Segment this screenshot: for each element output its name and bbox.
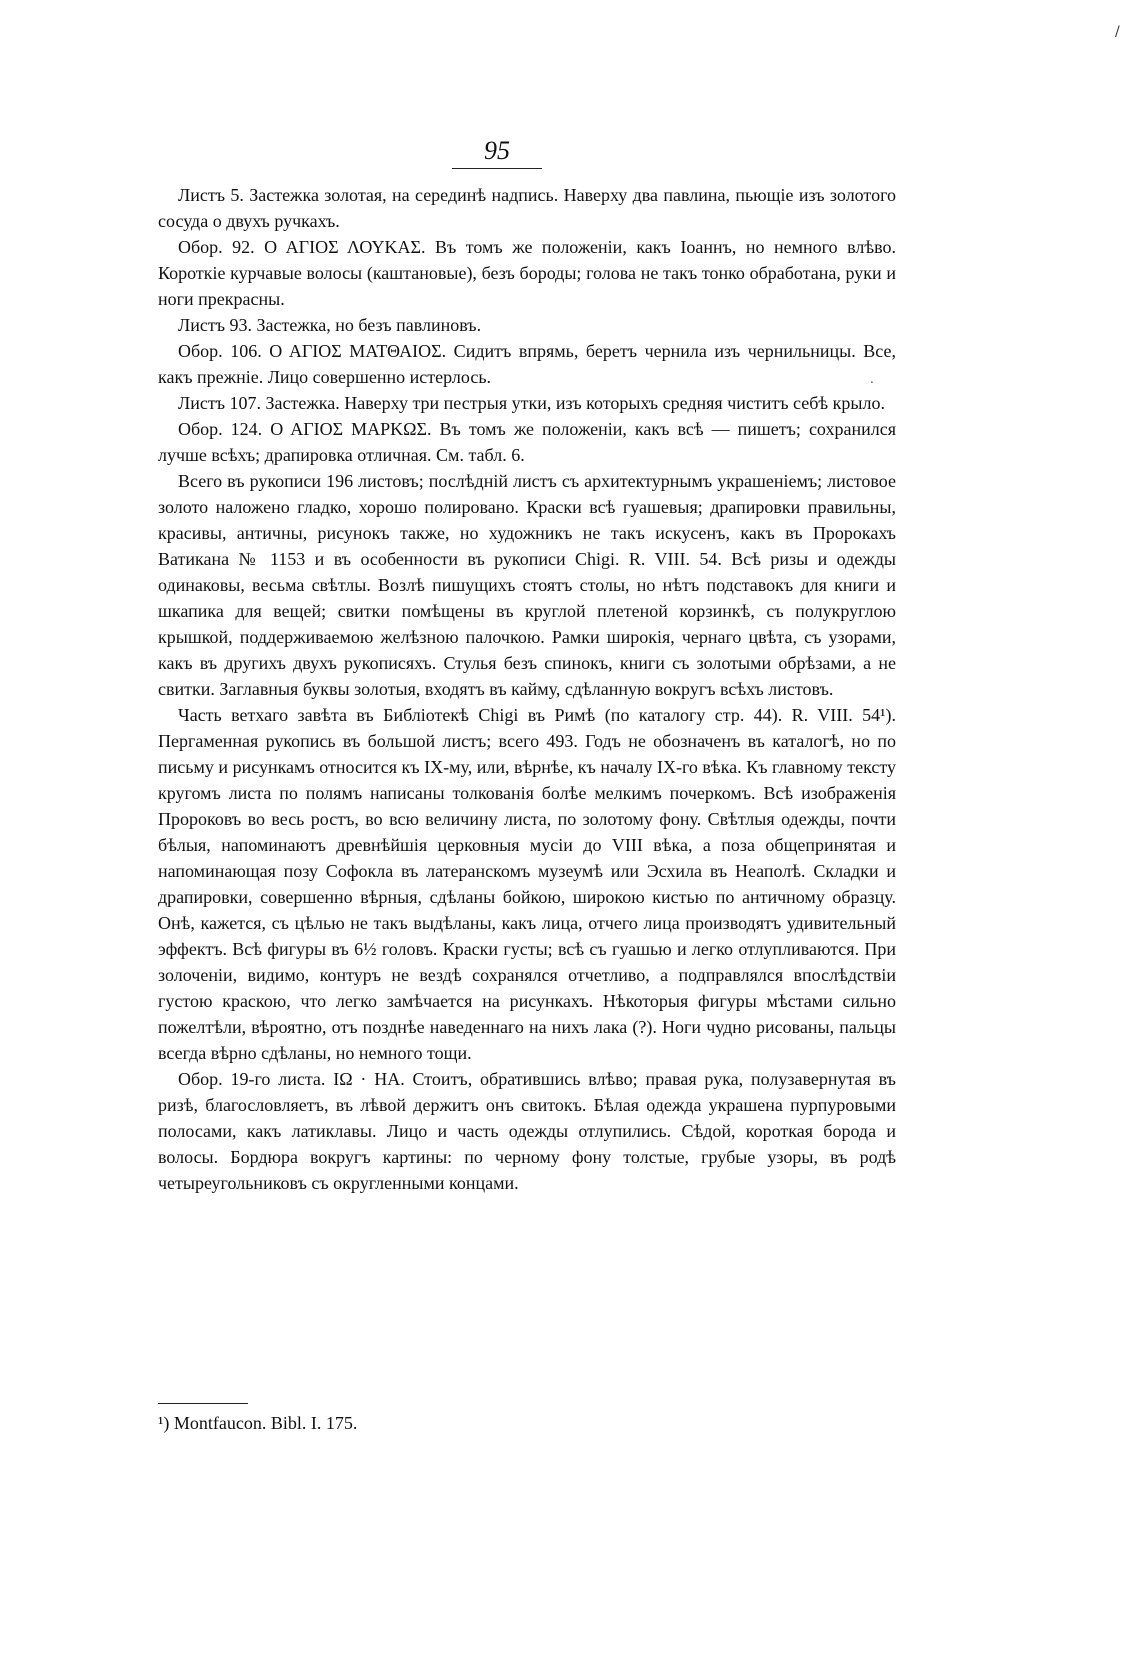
paragraph-obor-92: Обор. 92. Ο ΑΓΙΟΣ ΛΟΥΚΑΣ. Въ томъ же положеніи, какъ Іоаннъ, но немного влѣво. Короткіе курчавые волосы (каштановые), безъ бороды; голова не такъ тонко обработана, руки и ноги прекрасны. (158, 237, 896, 309)
paragraph-obor-124: Обор. 124. Ο ΑΓΙΟΣ ΜΑΡΚΩΣ. Въ томъ же положеніи, какъ всѣ — пишетъ; сохранился лучше всѣхъ; драпировка отличная. См. табл. 6. (158, 419, 896, 465)
body-text (158, 182, 896, 1196)
page-number-rule (452, 168, 542, 169)
paragraph-list-5: Листъ 5. Застежка золотая, на серединѣ надпись. Наверху два павлина, пьющіе изъ золотого сосуда о двухъ ручкахъ. (158, 185, 896, 231)
paragraph-chigi-manuscript: Часть ветхаго завѣта въ Библіотекѣ Chigi въ Римѣ (по каталогу стр. 44). R. VIII. 54¹). Пергаменная рукопись въ большой листъ; всего 493. Годъ не обозначенъ въ каталогѣ, но по письму и рисункамъ относится къ IX-му, или, вѣрнѣе, къ началу IX-го вѣка. Къ главному тексту кругомъ листа по полямъ написаны толкованія болѣе мелкимъ почеркомъ. Всѣ изображенія Пророковъ во весь ростъ, во всю величину листа, по золотому фону. Свѣтлыя одежды, почти бѣлыя, напоминаютъ древнѣйшія церковныя мусіи до VIII вѣка, а поза общепринятая и напоминающая позу Софокла въ латеранскомъ музеумѣ или Эсхила въ Неаполѣ. Складки и драпировки, совершенно вѣрныя, сдѣланы бойкою, широкою кистью по античному образцу. Онѣ, кажется, съ цѣлью не такъ выдѣланы, какъ лица, отчего лица производятъ удивительный эффектъ. Всѣ фигуры въ 6½ головъ. Краски густы; всѣ съ гуашью и легко отлупливаются. При золоченіи, видимо, контуръ не вездѣ сохранялся отчетливо, а подправлялся впослѣдствіи густою краскою, что легко замѣчается на рисункахъ. Нѣкоторыя фигуры мѣстами сильно пожелтѣли, вѣроятно, отъ позднѣе наведеннаго на нихъ лака (?). Ноги чудно рисованы, пальцы всегда вѣрно сдѣланы, но немного тощи. (158, 705, 896, 1063)
paragraph-list-107: Листъ 107. Застежка. Наверху три пестрыя утки, изъ которыхъ средняя чиститъ себѣ крыло. (178, 393, 885, 413)
paragraph-obor-19: Обор. 19-го листа. ΙΩ · ΗΑ. Стоитъ, обратившись влѣво; правая рука, полузавернутая въ ризѣ, благословляетъ, въ лѣвой держитъ онъ свитокъ. Бѣлая одежда украшена пурпуровыми полосами, какъ латиклавы. Лицо и часть одежды отлупились. Сѣдой, короткая борода и волосы. Бордюра вокругъ картины: по черному фону толстые, грубые узоры, въ родѣ четыреугольниковъ съ округленными концами. (158, 1069, 896, 1193)
page-number: 95 (484, 136, 510, 165)
paragraph-list-93: Листъ 93. Застежка, но безъ павлиновъ. (178, 315, 482, 335)
corner-mark: / (1115, 24, 1120, 40)
footnote-rule (158, 1403, 248, 1404)
footnote: ¹) Montfaucon. Bibl. I. 175. (158, 1413, 358, 1433)
paragraph-obor-106: Обор. 106. Ο ΑΓΙΟΣ ΜΑΤΘΑΙΟΣ. Сидитъ впрямь, беретъ чернила изъ чернильницы. Все, какъ прежніе. Лицо совершенно истерлось. (158, 341, 896, 387)
stray-mark: . (870, 372, 874, 386)
paragraph-manuscript-summary: Всего въ рукописи 196 листовъ; послѣдній листъ съ архитектурнымъ украшеніемъ; листовое золото наложено гладко, хорошо полировано. Краски всѣ гуашевыя; драпировки правильны, красивы, античны, рисунокъ также, но художникъ не такъ искусенъ, какъ въ Пророкахъ Ватикана № 1153 и въ особенности въ рукописи Chigi. R. VIII. 54. Всѣ ризы и одежды одинаковы, весьма свѣтлы. Возлѣ пишущихъ стоятъ столы, но нѣтъ подставокъ для книги и шкапика для вещей; свитки помѣщены въ круглой плетеной корзинкѣ, съ полукруглою крышкой, поддерживаемою желѣзною палочкою. Рамки широкія, чернаго цвѣта, съ узорами, какъ въ другихъ двухъ рукописяхъ. Стулья безъ спинокъ, книги съ золотыми обрѣзами, а не свитки. Заглавныя буквы золотыя, входятъ въ кайму, сдѣланную вокругъ всѣхъ листовъ. (158, 471, 896, 699)
